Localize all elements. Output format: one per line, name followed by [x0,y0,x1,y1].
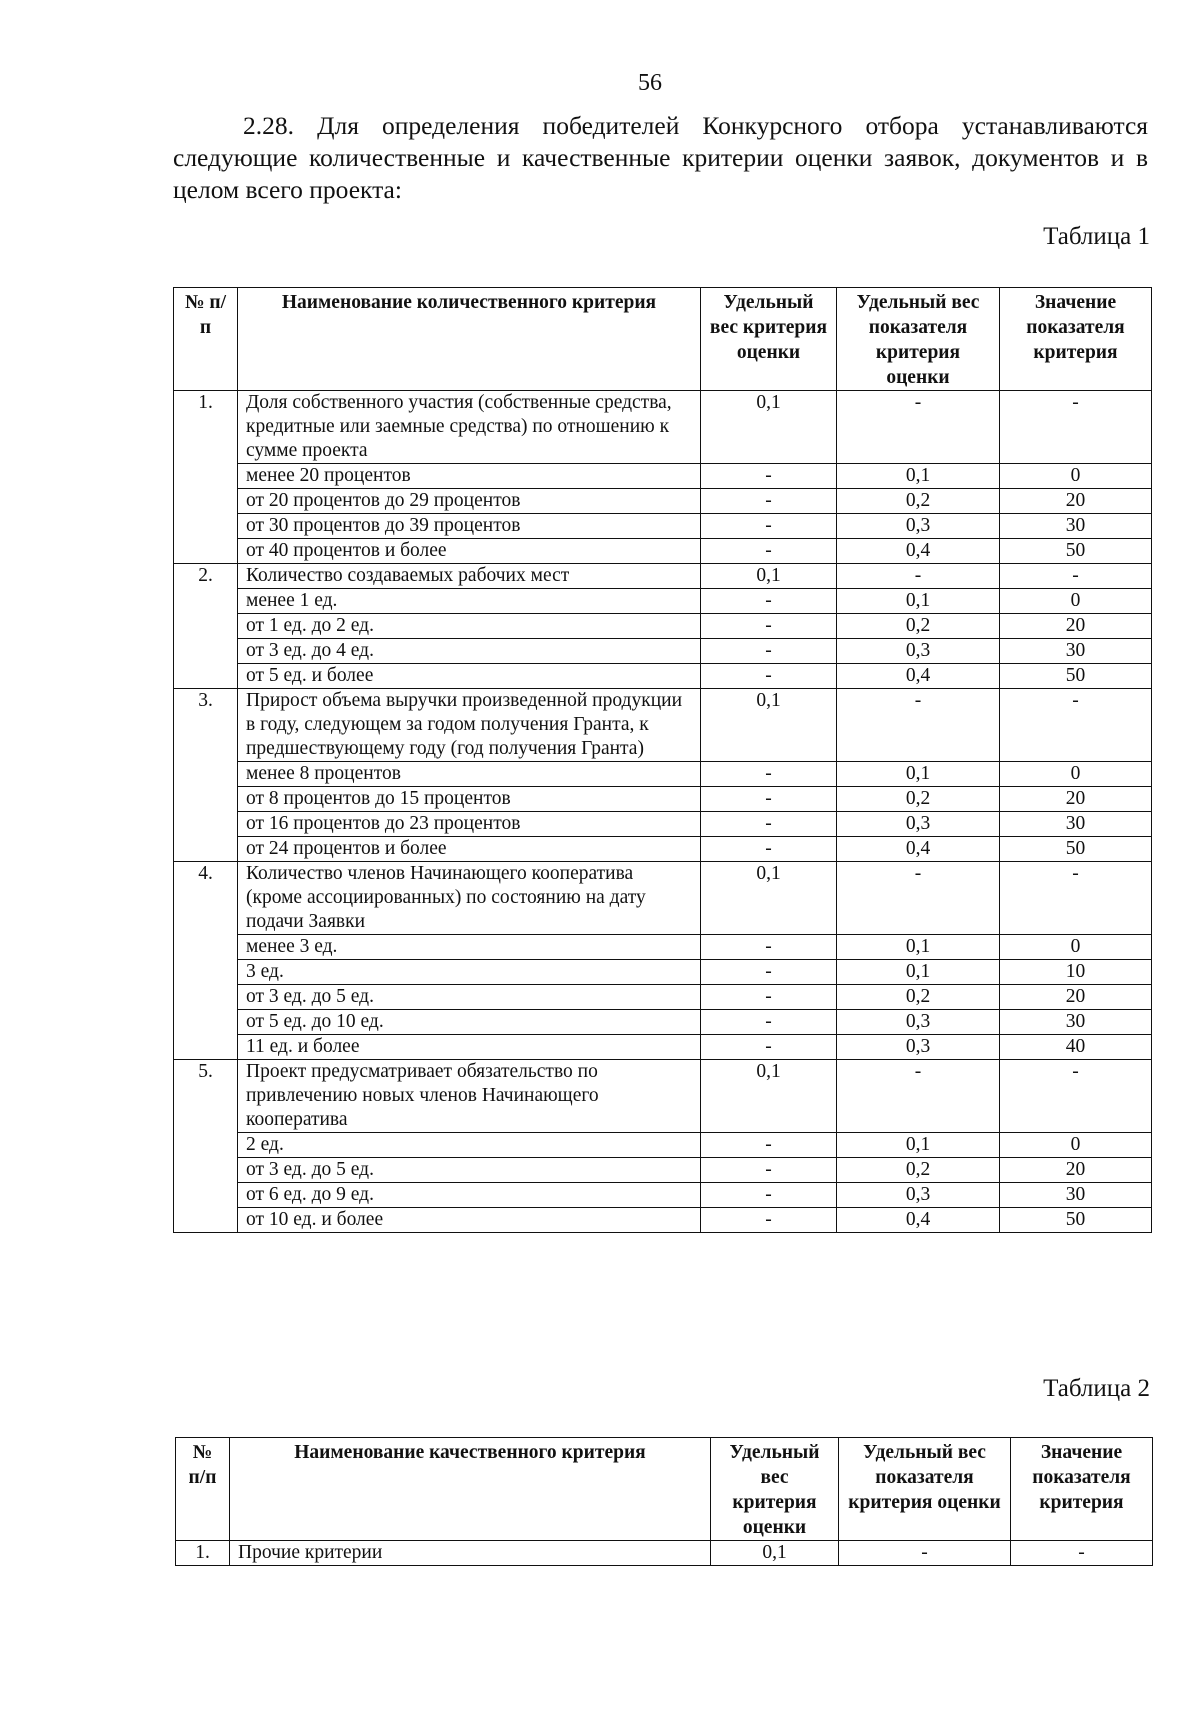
indicator-label: от 5 ед. до 10 ед. [238,1010,701,1035]
indicator-weight: - [701,762,837,787]
indicator-value: 20 [1000,985,1152,1010]
indicator-row [174,762,1152,787]
header-indicator-weight: Удельный вес показателя критерия оценки [837,288,1000,391]
criterion-row [174,564,1152,589]
intro-paragraph [173,110,1148,206]
criterion-indicator-weight: - [837,391,1000,464]
indicator-indicator-weight: 0,2 [837,614,1000,639]
indicator-weight: - [701,664,837,689]
criterion-row [174,862,1152,935]
table-header-row [174,288,1152,391]
indicator-label: менее 8 процентов [238,762,701,787]
indicator-weight: - [701,787,837,812]
indicator-row [174,812,1152,837]
criterion-row [174,391,1152,464]
criterion-weight: 0,1 [711,1541,839,1566]
indicator-label: от 16 процентов до 23 процентов [238,812,701,837]
indicator-indicator-weight: 0,3 [837,1035,1000,1060]
criterion-indicator-weight: - [837,862,1000,935]
criterion-indicator-weight: - [837,1060,1000,1133]
indicator-weight: - [701,1158,837,1183]
table1-body [174,391,1152,1233]
qualitative-criteria-table [175,1437,1153,1566]
indicator-row [174,539,1152,564]
indicator-row [174,639,1152,664]
criterion-value: - [1011,1541,1153,1566]
criterion-number: 1. [176,1541,230,1566]
indicator-indicator-weight: 0,2 [837,787,1000,812]
indicator-row [174,787,1152,812]
indicator-row [174,985,1152,1010]
indicator-weight: - [701,935,837,960]
indicator-value: 30 [1000,514,1152,539]
indicator-weight: - [701,614,837,639]
indicator-weight: - [701,985,837,1010]
indicator-weight: - [701,837,837,862]
header-num: № п/п [174,288,238,391]
indicator-indicator-weight: 0,4 [837,837,1000,862]
indicator-indicator-weight: 0,1 [837,762,1000,787]
indicator-weight: - [701,464,837,489]
indicator-label: от 40 процентов и более [238,539,701,564]
criterion-value: - [1000,862,1152,935]
indicator-row [174,1133,1152,1158]
indicator-indicator-weight: 0,1 [837,589,1000,614]
indicator-label: 3 ед. [238,960,701,985]
indicator-weight: - [701,1208,837,1233]
indicator-weight: - [701,960,837,985]
indicator-indicator-weight: 0,3 [837,514,1000,539]
indicator-indicator-weight: 0,2 [837,489,1000,514]
indicator-row [174,664,1152,689]
indicator-indicator-weight: 0,1 [837,464,1000,489]
indicator-label: 11 ед. и более [238,1035,701,1060]
indicator-value: 50 [1000,539,1152,564]
indicator-indicator-weight: 0,1 [837,935,1000,960]
indicator-indicator-weight: 0,2 [837,985,1000,1010]
table2-body [176,1541,1153,1566]
table1-caption: Таблица 1 [1043,223,1150,250]
header-num: № п/п [176,1438,230,1541]
indicator-indicator-weight: 0,1 [837,960,1000,985]
indicator-label: от 8 процентов до 15 процентов [238,787,701,812]
criterion-row [176,1541,1153,1566]
indicator-indicator-weight: 0,3 [837,812,1000,837]
criterion-name: Количество членов Начинающего кооператива (кроме ассоциированных) по состоянию на дату подачи Заявки [238,862,701,935]
criterion-number: 2. [174,564,238,689]
indicator-label: от 5 ед. и более [238,664,701,689]
indicator-weight: - [701,589,837,614]
indicator-row [174,589,1152,614]
table2-caption: Таблица 2 [1043,1375,1150,1402]
indicator-weight: - [701,639,837,664]
indicator-row [174,837,1152,862]
criterion-value: - [1000,564,1152,589]
indicator-row [174,514,1152,539]
indicator-label: 2 ед. [238,1133,701,1158]
indicator-label: от 10 ед. и более [238,1208,701,1233]
intro-text: 2.28. Для определения победителей Конкурсного отбора устанавливаются следующие количественные и качественные критерии оценки заявок, документов и в целом всего проекта: [173,111,1148,204]
indicator-row [174,960,1152,985]
indicator-row [174,1208,1152,1233]
indicator-indicator-weight: 0,2 [837,1158,1000,1183]
criterion-weight: 0,1 [701,391,837,464]
indicator-weight: - [701,539,837,564]
indicator-weight: - [701,812,837,837]
header-name: Наименование качественного критерия [230,1438,711,1541]
indicator-label: от 20 процентов до 29 процентов [238,489,701,514]
indicator-indicator-weight: 0,3 [837,639,1000,664]
criterion-name: Количество создаваемых рабочих мест [238,564,701,589]
indicator-label: от 30 процентов до 39 процентов [238,514,701,539]
indicator-label: от 3 ед. до 4 ед. [238,639,701,664]
indicator-indicator-weight: 0,1 [837,1133,1000,1158]
criterion-number: 5. [174,1060,238,1233]
indicator-indicator-weight: 0,3 [837,1183,1000,1208]
indicator-row [174,1035,1152,1060]
indicator-value: 0 [1000,464,1152,489]
indicator-weight: - [701,1133,837,1158]
criterion-name: Проект предусматривает обязательство по привлечению новых членов Начинающего кооператива [238,1060,701,1133]
indicator-value: 30 [1000,639,1152,664]
criterion-weight: 0,1 [701,862,837,935]
page-number: 56 [638,70,662,96]
quantitative-criteria-table [173,287,1152,1233]
criterion-name: Прирост объема выручки произведенной продукции в году, следующем за годом получения Гранта, к предшествующему году (год получения Гранта) [238,689,701,762]
indicator-weight: - [701,1183,837,1208]
criterion-weight: 0,1 [701,1060,837,1133]
indicator-value: 50 [1000,1208,1152,1233]
indicator-value: 0 [1000,935,1152,960]
criterion-weight: 0,1 [701,689,837,762]
criterion-indicator-weight: - [837,564,1000,589]
indicator-value: 0 [1000,1133,1152,1158]
indicator-label: от 1 ед. до 2 ед. [238,614,701,639]
indicator-value: 0 [1000,762,1152,787]
indicator-indicator-weight: 0,4 [837,664,1000,689]
header-name: Наименование количественного критерия [238,288,701,391]
indicator-value: 20 [1000,1158,1152,1183]
indicator-indicator-weight: 0,3 [837,1010,1000,1035]
criterion-number: 3. [174,689,238,862]
indicator-value: 30 [1000,1010,1152,1035]
criterion-number: 1. [174,391,238,564]
criterion-row [174,1060,1152,1133]
indicator-indicator-weight: 0,4 [837,539,1000,564]
header-weight: Удельный вес критерия оценки [701,288,837,391]
indicator-value: 20 [1000,614,1152,639]
indicator-value: 0 [1000,589,1152,614]
indicator-label: от 3 ед. до 5 ед. [238,1158,701,1183]
indicator-label: менее 1 ед. [238,589,701,614]
indicator-indicator-weight: 0,4 [837,1208,1000,1233]
indicator-weight: - [701,1010,837,1035]
indicator-value: 20 [1000,489,1152,514]
indicator-value: 40 [1000,1035,1152,1060]
indicator-value: 50 [1000,664,1152,689]
indicator-row [174,614,1152,639]
indicator-row [174,464,1152,489]
indicator-value: 10 [1000,960,1152,985]
criterion-name: Прочие критерии [230,1541,711,1566]
indicator-label: от 3 ед. до 5 ед. [238,985,701,1010]
indicator-weight: - [701,514,837,539]
indicator-value: 30 [1000,812,1152,837]
criterion-name: Доля собственного участия (собственные средства, кредитные или заемные средства) по отношению к сумме проекта [238,391,701,464]
indicator-value: 30 [1000,1183,1152,1208]
indicator-label: менее 3 ед. [238,935,701,960]
indicator-weight: - [701,1035,837,1060]
header-value: Значение показателя критерия [1000,288,1152,391]
indicator-row [174,1010,1152,1035]
indicator-weight: - [701,489,837,514]
indicator-value: 20 [1000,787,1152,812]
indicator-row [174,935,1152,960]
criterion-value: - [1000,391,1152,464]
criterion-indicator-weight: - [837,689,1000,762]
indicator-row [174,1183,1152,1208]
criterion-value: - [1000,689,1152,762]
criterion-indicator-weight: - [839,1541,1011,1566]
criterion-number: 4. [174,862,238,1060]
indicator-label: от 24 процентов и более [238,837,701,862]
header-indicator-weight: Удельный вес показателя критерия оценки [839,1438,1011,1541]
table-header-row [176,1438,1153,1541]
indicator-label: от 6 ед. до 9 ед. [238,1183,701,1208]
criterion-value: - [1000,1060,1152,1133]
indicator-value: 50 [1000,837,1152,862]
criterion-row [174,689,1152,762]
header-weight: Удельный вес критерия оценки [711,1438,839,1541]
header-value: Значение показателя критерия [1011,1438,1153,1541]
indicator-row [174,489,1152,514]
indicator-label: менее 20 процентов [238,464,701,489]
indicator-row [174,1158,1152,1183]
criterion-weight: 0,1 [701,564,837,589]
